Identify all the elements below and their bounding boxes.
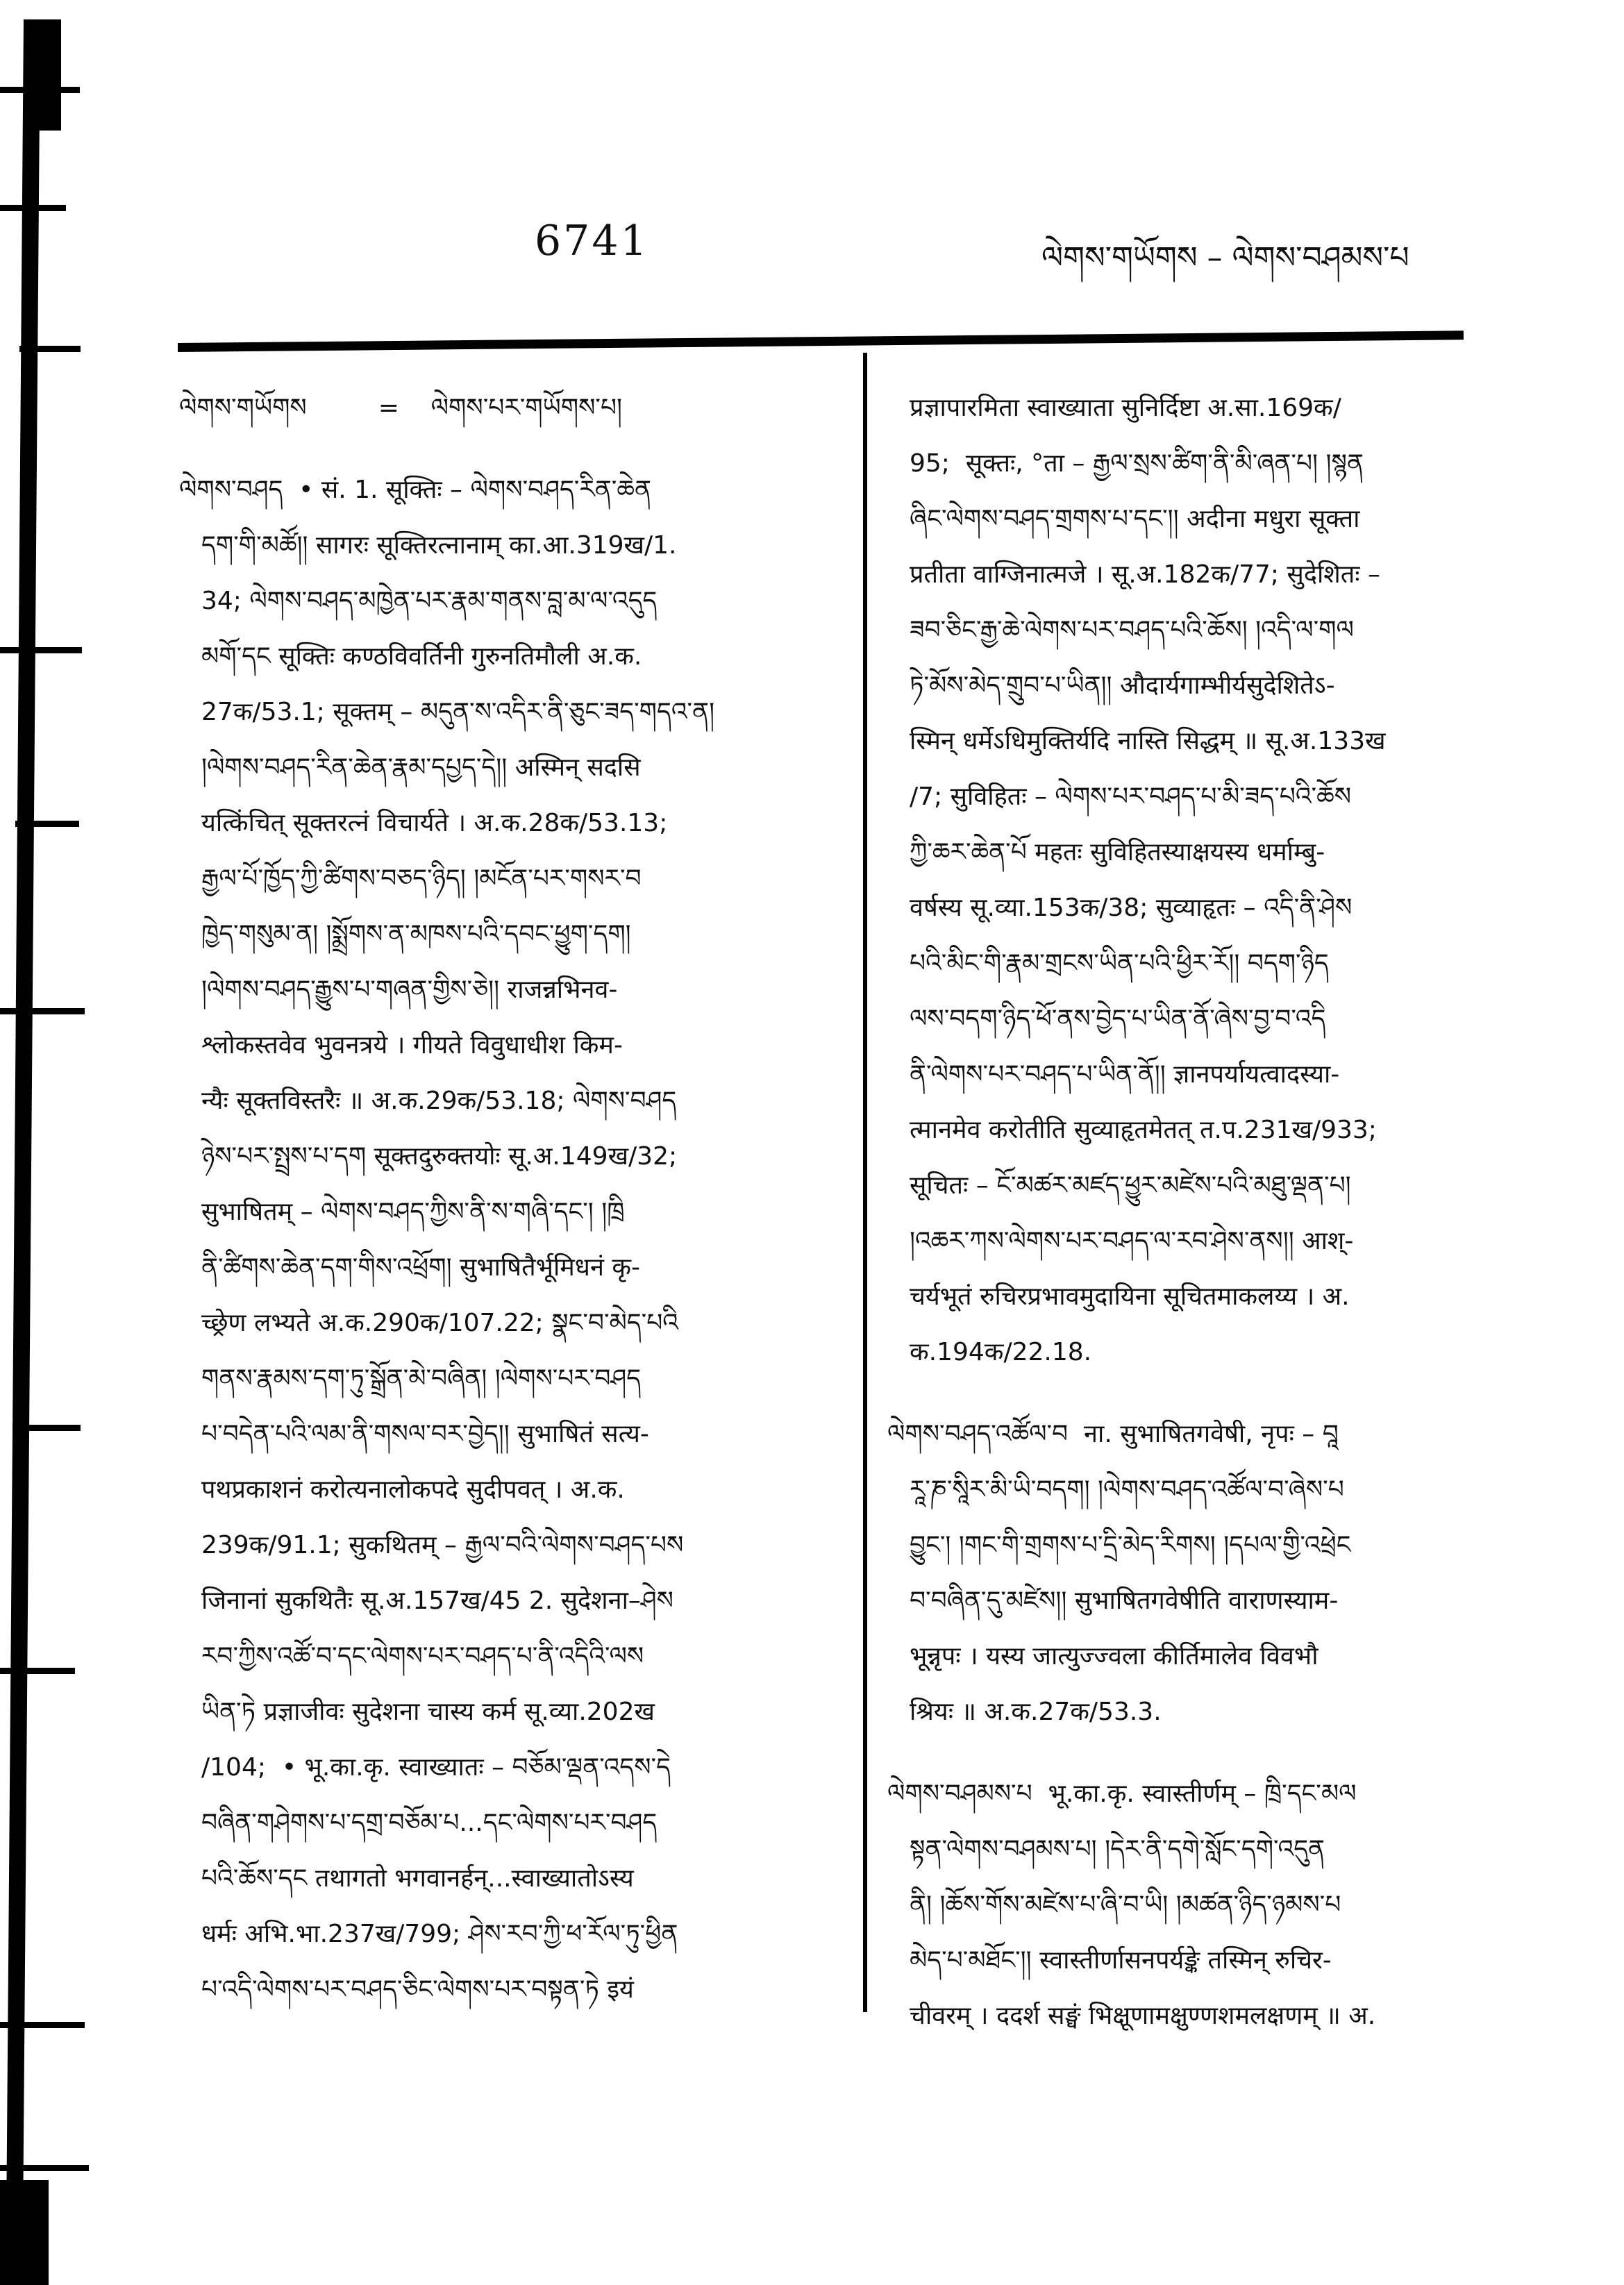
text-line: जिनानां सुकथितैः सू.अ.157ख/45 2. सुदेशना–ཤེས bbox=[201, 1587, 673, 1615]
running-head: ལེགས་གཡོགས – ལེགས་བཤམས་པ bbox=[1041, 240, 1409, 276]
text-line: श्लोकस्तवेव भुवनत्रये । गीयते विवुधाधीश किम- bbox=[201, 1031, 623, 1060]
text-line: དག་གི་མཚོ།། सागरः सूक्तिरत्नानाम् का.आ.319ख/1. bbox=[201, 531, 677, 560]
text-line: བ་བཞིན་དུ་མཛེས།། सुभाषितगवेषीति वाराणस्याम- bbox=[910, 1587, 1339, 1615]
scan-artifact bbox=[0, 647, 82, 653]
entry-head-line: ལེགས་བཤད་འཚོལ་བ ना. सुभाषितगवेषी, नृपः – བཱ bbox=[887, 1420, 1339, 1448]
text-line: 27क/53.1; सूक्तम् – མདུན་ས་འདིར་ནི་ཅུང་ཟད་གདའ་ན། bbox=[201, 698, 715, 726]
text-line: चर्यभूतं रुचिरप्रभावमुदायिना सूचितमाकलय्य । अ. bbox=[910, 1282, 1350, 1311]
text-line: པའི་མིང་གི་རྣམ་གྲངས་ཡིན་པའི་ཕྱིར་རོ།། བདག་ཉིད bbox=[910, 949, 1329, 978]
right-column bbox=[887, 380, 1498, 2044]
text-line: ནི་ཚིགས་ཆེན་དག་གིས་འཕྲོག། सुभाषितैर्भूमिधनं कृ- bbox=[201, 1253, 641, 1282]
page-number: 6741 bbox=[535, 217, 649, 265]
scan-artifact bbox=[0, 2022, 85, 2028]
scan-artifact bbox=[0, 1668, 75, 1674]
text-line: ཉེས་པར་སྤྲས་པ་དག सूक्तदुरुक्तयोः सू.अ.149ख/32; bbox=[201, 1142, 678, 1171]
text-line: ཁྱེད་གསུམ་ན། །སྨྲོགས་ན་མཁས་པའི་དབང་ཕྱུག་དག། bbox=[201, 920, 631, 948]
column-divider-rule bbox=[863, 353, 867, 2012]
scan-artifact bbox=[28, 19, 61, 131]
text-line: ཟབ་ཅིང་རྒྱ་ཆེ་ལེགས་པར་བཤད་པའི་ཆོས། །འདི་ལ་གལ bbox=[910, 616, 1354, 644]
text-line: /7; सुविहितः – ལེགས་པར་བཤད་པ་མི་ཟད་པའི་ཆོས bbox=[910, 782, 1352, 811]
scan-artifact bbox=[0, 87, 80, 93]
text-line: च्छ्रेण लभ्यते अ.क.290क/107.22; སྣང་བ་མེད་པའི bbox=[201, 1309, 678, 1337]
scan-artifact bbox=[0, 2180, 49, 2285]
text-line: चीवरम् । ददर्श सङ्घं भिक्षूणामक्षुण्णशमलक्षणम् ॥ अ. bbox=[910, 2002, 1376, 2030]
text-line: གནས་རྣམས་དག་ཏུ་སྒྲོན་མེ་བཞིན། །ལེགས་པར་བཤད bbox=[201, 1364, 642, 1393]
entry-head-line: ལེགས་གཡོགས = ལེགས་པར་གཡོགས་པ། bbox=[179, 394, 623, 422]
text-line: न्यैः सूक्तविस्तरैः ॥ अ.क.29क/53.18; ལེགས་བཤད bbox=[201, 1087, 677, 1115]
scan-artifact bbox=[0, 205, 66, 211]
entry-head-line: ལེགས་བཤད • सं. 1. सूक्तिः – ལེགས་བཤད་རིན་ཆེན bbox=[179, 476, 652, 504]
entry-head-line: ལེགས་བཤམས་པ भू.का.कृ. स्वास्तीर्णम् – ཁྲི་དང་མལ bbox=[887, 1780, 1357, 1808]
text-line: वर्षस्य सू.व्या.153क/38; सुव्याहृतः – འདི་ནི་ཤེས bbox=[910, 894, 1353, 922]
left-column bbox=[179, 380, 807, 2018]
text-line: པ་འདི་ལེགས་པར་བཤད་ཅིང་ལེགས་པར་བསྟན་ཏེ इयं bbox=[201, 1975, 634, 2004]
text-line: །ལེགས་བཤད་རིན་ཆེན་རྣམ་དཔྱད་དེ།། अस्मिन् सदसि bbox=[201, 753, 641, 782]
text-line: རྒྱལ་པོ་ཁྱོད་ཀྱི་ཚིགས་བཅད་ཉིད། །མངོན་པར་གསར་བ bbox=[201, 864, 642, 893]
text-line: སྟན་ལེགས་བཤམས་པ། །དེར་ནི་དགེ་སློང་དགེ་འདུན bbox=[910, 1835, 1325, 1864]
text-line: धर्मः अभि.भा.237ख/799; ཤེས་རབ་ཀྱི་ཕ་རོལ་ཏུ་ཕྱིན bbox=[201, 1920, 678, 1948]
text-line: पथप्रकाशनं करोत्यनालोकपदे सुदीपवत् । अ.क. bbox=[201, 1475, 625, 1504]
text-line: /104; • भू.का.कृ. स्वाख्यातः – བཅོམ་ལྡན་འདས་དེ bbox=[201, 1753, 671, 1782]
text-line: མེད་པ་མཐོང་།། स्वास्तीर्णासनपर्यङ्के तस्मिन् रुचिर- bbox=[910, 1946, 1332, 1975]
scan-artifact bbox=[15, 821, 79, 827]
text-line: प्रतीता वाग्जिनात्मजे । सू.अ.182क/77; सुदेशितः – bbox=[910, 560, 1380, 589]
text-line: क.194क/22.18. bbox=[910, 1338, 1092, 1366]
text-line: པ་བདེན་པའི་ལམ་ནི་གསལ་བར་བྱེད།། सुभाषितं सत्य- bbox=[201, 1420, 649, 1448]
text-line: प्रज्ञापारमिता स्वाख्याता सुनिर्दिष्टा अ.सा.169क/ bbox=[910, 394, 1341, 422]
text-line: सूचितः – ངོ་མཚར་མཛད་ཕྱུར་མཛེས་པའི་མཐུ་ལྡན་པ། bbox=[910, 1171, 1351, 1200]
text-line: त्मानमेव करोतीति सुव्याहृतमेतत् त.प.231ख/933; bbox=[910, 1116, 1377, 1144]
scan-artifact bbox=[0, 2165, 89, 2171]
text-line: ཀྱི་ཆར་ཆེན་པོ महतः सुविहितस्याक्षयस्य धर्माम्बु- bbox=[910, 838, 1325, 867]
text-line: ཡིན་ཏེ प्रज्ञाजीवः सुदेशना चास्य कर्म सू.व्या.202ख bbox=[201, 1698, 655, 1726]
scan-artifact bbox=[0, 1008, 85, 1014]
text-line: भून्नृपः । यस्य जात्युज्ज्वला कीर्तिमालेव विवभौ bbox=[910, 1642, 1319, 1671]
text-line: བྱུང་། །གང་གི་གྲགས་པ་དྲི་མེད་རིགས། །དཔལ་གྱི་འཕྲེང bbox=[910, 1531, 1351, 1559]
text-line: श्रियः ॥ अ.क.27क/53.3. bbox=[910, 1698, 1162, 1726]
text-line: །འཆར་ཀས་ལེགས་པར་བཤད་ལ་རབ་ཤེས་ནས།། आश्- bbox=[910, 1227, 1354, 1255]
text-line: ནི། །ཆོས་གོས་མཛེས་པ་ཞི་བ་ཡི། །མཚན་ཉིད་ཉམས་པ bbox=[910, 1891, 1341, 1919]
text-line: ལས་བདག་ཉིད་ཕོ་ནས་བྱེད་པ་ཡིན་ནོ་ཞེས་བྱ་བ་འདི bbox=[910, 1005, 1326, 1033]
text-line: མགོ་དང सूक्तिः कण्ठविवर्तिनी गुरुनतिमौली अ.क. bbox=[201, 642, 642, 671]
text-line: 95; सूक्तः, °ता – རྒྱལ་སྲས་ཚིག་ནི་མི་ཞན་པ། །སྙན bbox=[910, 449, 1364, 478]
text-line: པའི་ཆོས་དང तथागतो भगवानर्हन्...स्वाख्यातोऽस्य bbox=[201, 1864, 634, 1893]
scan-artifact bbox=[19, 346, 81, 352]
text-line: 239क/91.1; सुकथितम् – རྒྱལ་བའི་ལེགས་བཤད་པས bbox=[201, 1531, 684, 1559]
text-line: །ལེགས་བཤད་རྒྱུས་པ་གཞན་གྱིས་ཅེ།། राजन्नभिनव- bbox=[201, 976, 618, 1004]
text-line: རཱ་ཎ་སཱིར་མི་ཡི་བདག། །ལེགས་བཤད་འཚོལ་བ་ཞེས་པ bbox=[910, 1475, 1344, 1504]
header-rule bbox=[178, 330, 1464, 352]
text-line: ནི་ལེགས་པར་བཤད་པ་ཡིན་ནོ།། ज्ञानपर्यायत्वादस्या- bbox=[910, 1060, 1340, 1089]
text-line: स्मिन् धर्मेऽधिमुक्तिर्यदि नास्ति सिद्धम् ॥ सू.अ.133ख bbox=[910, 727, 1386, 755]
text-line: यत्किंचित् सूक्तरत्नं विचार्यते । अ.क.28क/53.13; bbox=[201, 809, 668, 837]
text-line: सुभाषितम् – ལེགས་བཤད་ཀྱིས་ནི་ས་གཞི་དང་། །ཁྲི bbox=[201, 1198, 625, 1226]
text-line: བཞིན་གཤེགས་པ་དགྲ་བཅོམ་པ...དང་ལེགས་པར་བཤད bbox=[201, 1809, 658, 1837]
scan-artifact bbox=[12, 1425, 81, 1431]
scan-binding-strip bbox=[6, 19, 40, 2269]
text-line: ཏེ་མོས་མེད་གྲུབ་པ་ཡིན།། औदार्यगाम्भीर्यसुदेशितेऽ- bbox=[910, 671, 1335, 700]
text-line: 34; ལེགས་བཤད་མཁྱེན་པར་རྣམ་གནས་བླ་མ་ལ་འདུད bbox=[201, 587, 658, 615]
text-line: ཞིང་ལེགས་བཤད་གྲགས་པ་དང་།། अदीना मधुरा सूक्ता bbox=[910, 505, 1360, 533]
text-line: རབ་ཀྱིས་འཚོ་བ་དང་ལེགས་པར་བཤད་པ་ནི་འདིའི་ལས bbox=[201, 1642, 644, 1671]
